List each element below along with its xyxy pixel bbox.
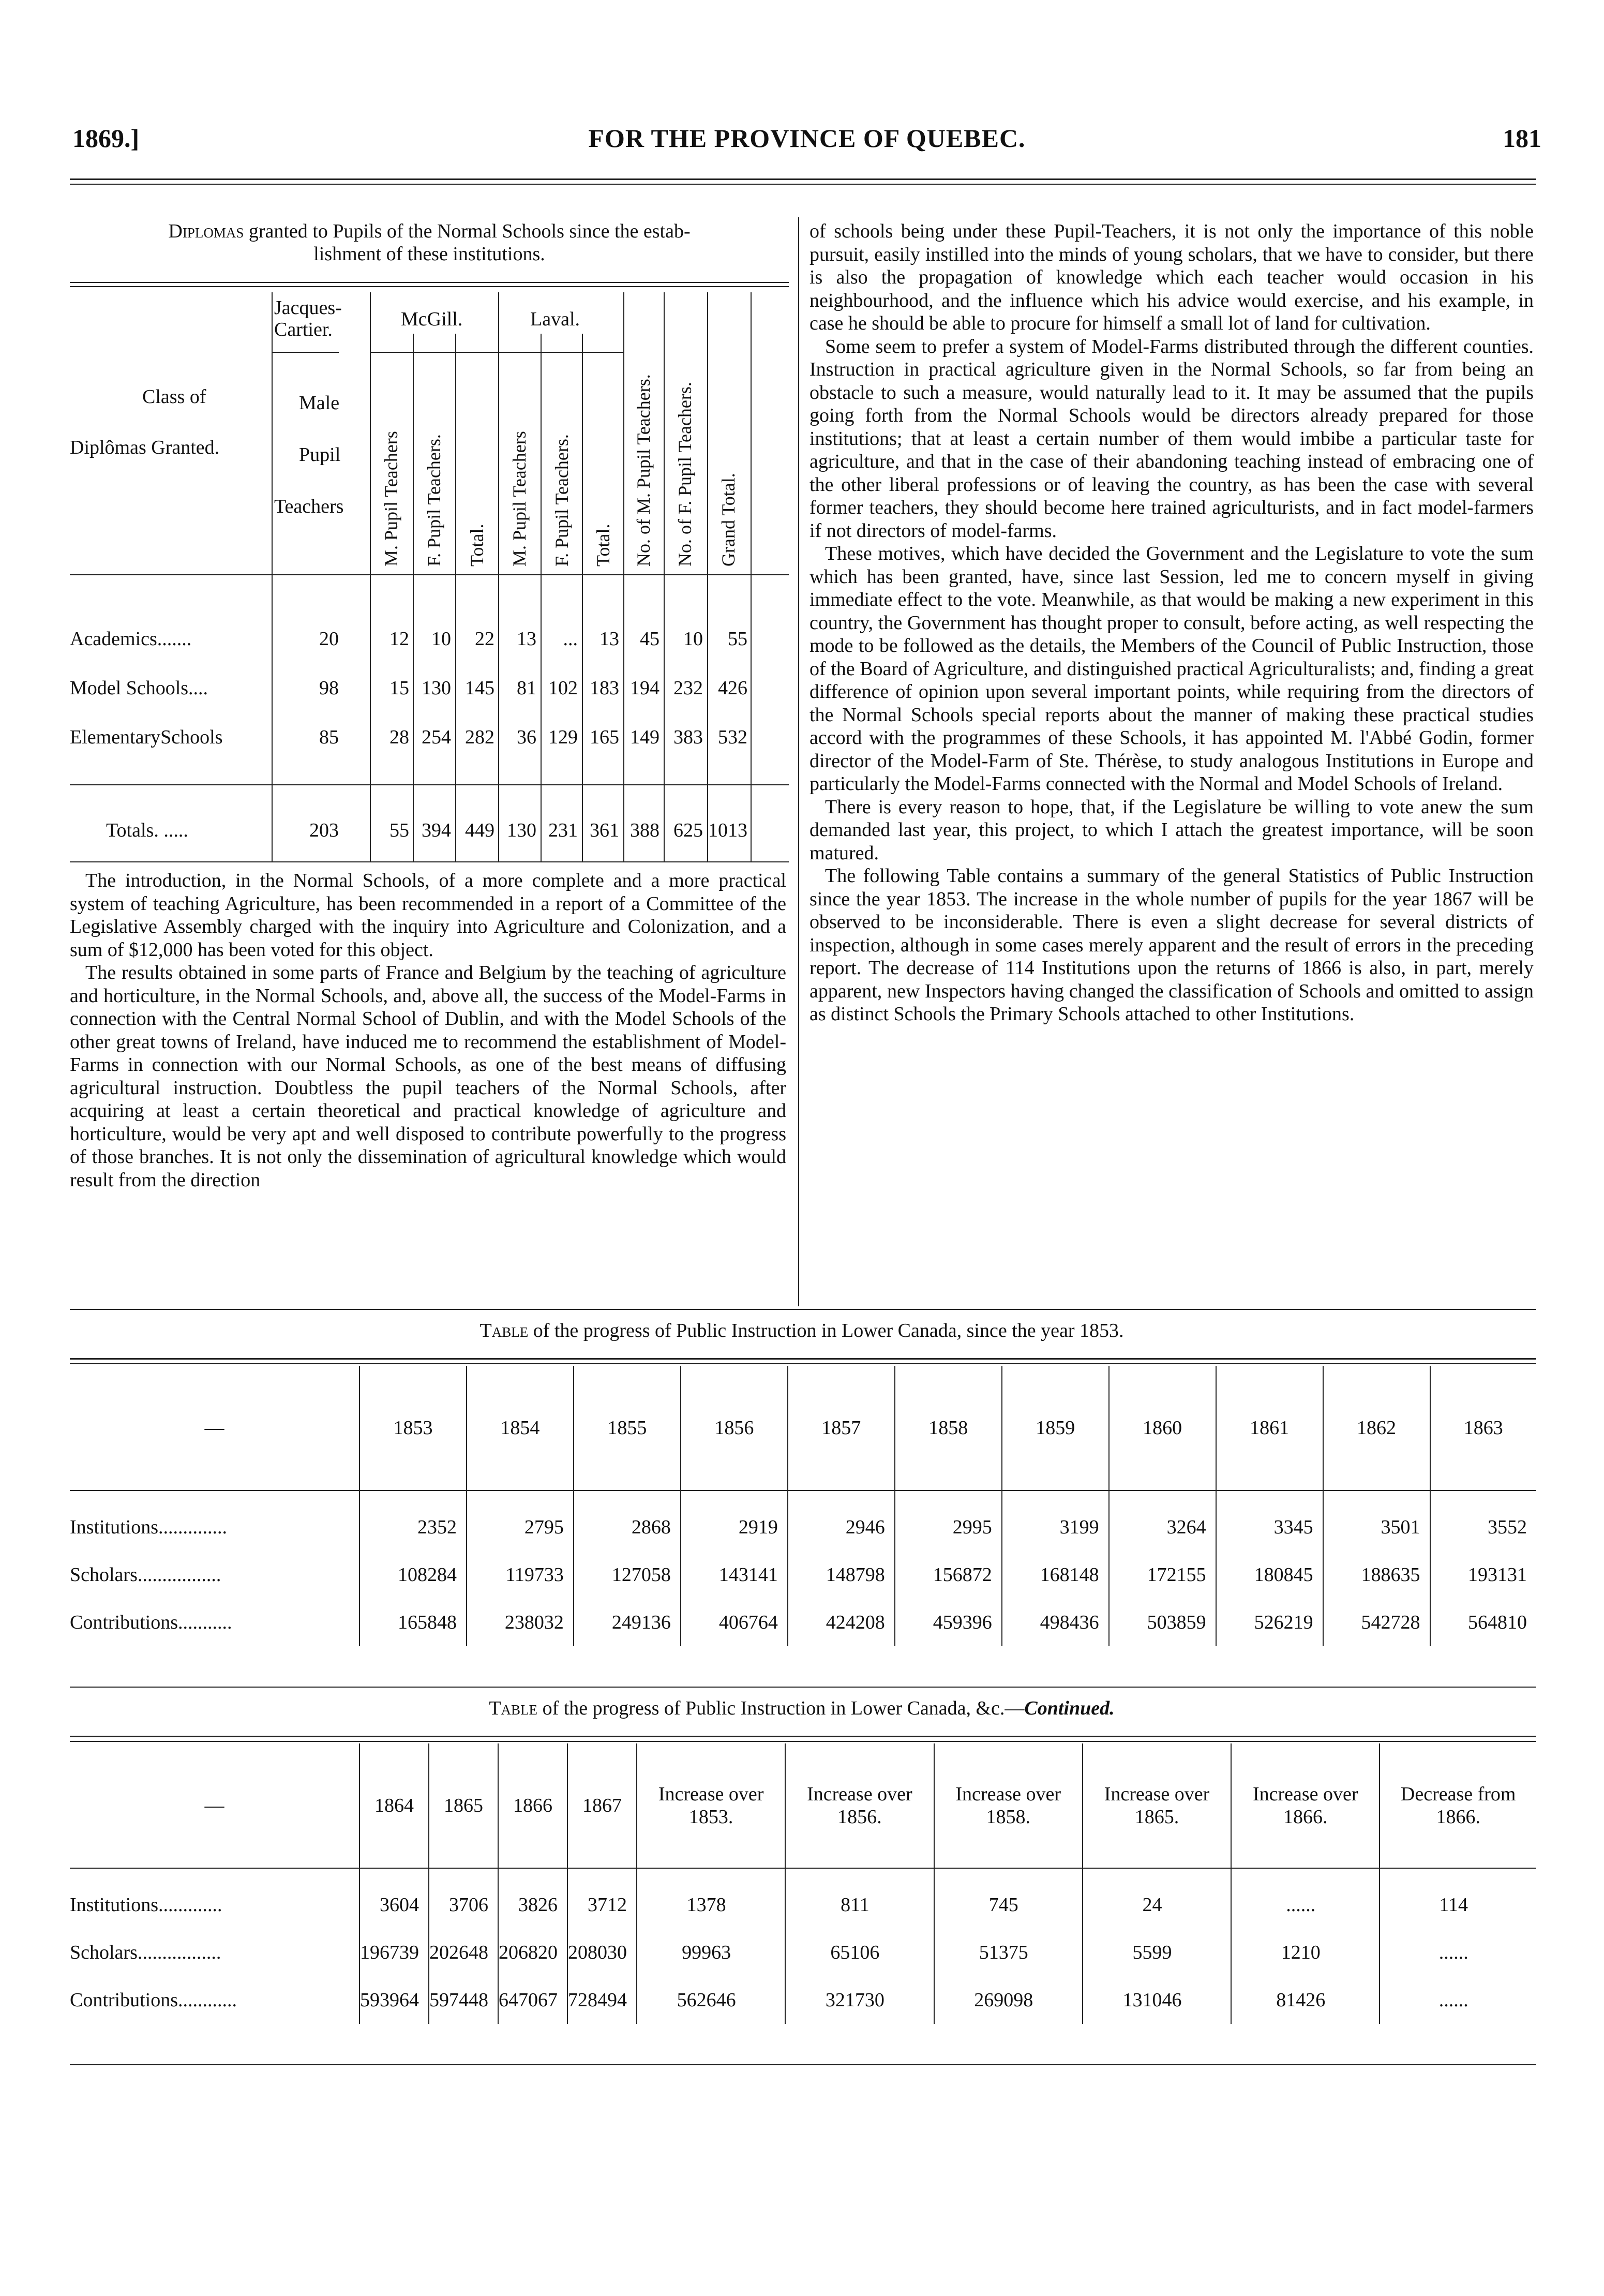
column-header: Increase over 1858. bbox=[934, 1743, 1083, 1868]
year-header: 1858 bbox=[895, 1366, 1002, 1490]
header-laval-m: M. Pupil Teachers bbox=[509, 431, 530, 566]
cell-value: 28 bbox=[389, 726, 409, 748]
cell-value: 3552 bbox=[1430, 1503, 1536, 1551]
header-no-m: No. of M. Pupil Teachers. bbox=[633, 374, 654, 566]
cell-value: 119733 bbox=[467, 1551, 574, 1599]
diplomas-top-rule bbox=[70, 282, 789, 283]
cell-value: 149 bbox=[630, 726, 659, 748]
table-separator bbox=[70, 1490, 1536, 1503]
year-header: 1855 bbox=[574, 1366, 681, 1490]
cell-value: 232 bbox=[673, 677, 703, 699]
cell-value: 131046 bbox=[1083, 1976, 1231, 2024]
cell-value: 728494 bbox=[567, 1976, 637, 2024]
cell-value: 2795 bbox=[467, 1503, 574, 1551]
cell-value: 55 bbox=[728, 628, 747, 650]
cell-value: 208030 bbox=[567, 1929, 637, 1976]
cell-value: 231 bbox=[548, 819, 578, 841]
cell-value: 193131 bbox=[1430, 1551, 1536, 1599]
cell-value: 449 bbox=[465, 819, 494, 841]
year-header: 1853 bbox=[359, 1366, 467, 1490]
cell-value: 143141 bbox=[681, 1551, 788, 1599]
header-year: 1869.] bbox=[72, 124, 140, 153]
cell-value: 383 bbox=[673, 726, 703, 748]
cell-value: 3345 bbox=[1216, 1503, 1323, 1551]
cell-value: 562646 bbox=[637, 1976, 785, 2024]
dip-vline bbox=[455, 334, 456, 861]
cell-value: 282 bbox=[465, 726, 494, 748]
cell-value: 2919 bbox=[681, 1503, 788, 1551]
header-mcgill-total: Total. bbox=[467, 524, 487, 566]
cell-value: 156872 bbox=[895, 1551, 1002, 1599]
table-separator bbox=[70, 1868, 1536, 1881]
dip-vline bbox=[498, 292, 499, 861]
cell-value: 647067 bbox=[498, 1976, 567, 2024]
header-dash bbox=[70, 1743, 359, 1868]
cell-value: 3199 bbox=[1002, 1503, 1109, 1551]
table-row bbox=[70, 1976, 1536, 2024]
column-header: Decrease from 1866. bbox=[1380, 1743, 1536, 1868]
table1-title-rest: of the progress of Public Instruction in Lower Canada, since the year 1853. bbox=[528, 1320, 1124, 1341]
year-header: 1860 bbox=[1109, 1366, 1216, 1490]
header-mcgill-m: M. Pupil Teachers bbox=[381, 431, 401, 566]
cell-value: 503859 bbox=[1109, 1599, 1216, 1646]
dip-vline bbox=[272, 292, 273, 861]
year-header: 1861 bbox=[1216, 1366, 1323, 1490]
header-jacques-cartier: Jacques- bbox=[274, 297, 342, 319]
table-header-row bbox=[70, 1366, 1536, 1490]
cell-value: 85 bbox=[319, 726, 339, 748]
row-label: Scholars................. bbox=[70, 1942, 221, 1963]
cell-value: 3501 bbox=[1323, 1503, 1430, 1551]
table-header-row bbox=[70, 1743, 1536, 1868]
dip-vline bbox=[707, 292, 708, 861]
running-header bbox=[72, 123, 1541, 159]
dip-vline bbox=[370, 292, 371, 861]
cell-value: ...... bbox=[1380, 1976, 1536, 2024]
table1-title-lead: Table bbox=[479, 1320, 529, 1341]
cell-value: 148798 bbox=[788, 1551, 895, 1599]
cell-value: 24 bbox=[1083, 1881, 1231, 1929]
table2-title-lead: Table bbox=[489, 1697, 538, 1719]
header-pupil: Pupil bbox=[299, 444, 341, 466]
header-laval: Laval. bbox=[530, 308, 580, 330]
year-header: 1854 bbox=[467, 1366, 574, 1490]
cell-value: 811 bbox=[785, 1881, 934, 1929]
diplomas-title-lead: Diplomas bbox=[168, 220, 244, 242]
cell-value: 542728 bbox=[1323, 1599, 1430, 1646]
cell-value: 98 bbox=[319, 677, 339, 699]
year-header: 1857 bbox=[788, 1366, 895, 1490]
cell-value: 321730 bbox=[785, 1976, 934, 2024]
cell-value: 498436 bbox=[1002, 1599, 1109, 1646]
header-mcgill-f: F. Pupil Teachers. bbox=[424, 434, 444, 566]
cell-value: 55 bbox=[389, 819, 409, 841]
row-label: Model Schools.... bbox=[70, 677, 208, 699]
cell-value: 1378 bbox=[637, 1881, 785, 1929]
paragraph: The introduction, in the Normal Schools, of a more complete and a more practical system of teaching Agriculture, has been recommended in a report of a Committee of the Legislative Assembly charged with the inquiry into Agriculture and Colonization, and a sum of $12,000 has been voted for this object. bbox=[70, 870, 786, 961]
cell-value: 426 bbox=[718, 677, 747, 699]
cell-value: 3712 bbox=[567, 1881, 637, 1929]
table1-rule-2 bbox=[70, 1363, 1536, 1364]
cell-value: 180845 bbox=[1216, 1551, 1323, 1599]
progress-table-1853-1863 bbox=[70, 1366, 1536, 1646]
row-label: Contributions............ bbox=[70, 1989, 237, 2011]
dip-hline bbox=[70, 574, 789, 575]
year-header: 1863 bbox=[1430, 1366, 1536, 1490]
table1-title bbox=[70, 1319, 1534, 1342]
cell-value: 114 bbox=[1380, 1881, 1536, 1929]
cell-value: 36 bbox=[517, 726, 536, 748]
cell-value: 22 bbox=[475, 628, 494, 650]
header-grand-total: Grand Total. bbox=[718, 473, 739, 566]
year-header: 1862 bbox=[1323, 1366, 1430, 1490]
cell-value: 3826 bbox=[498, 1881, 567, 1929]
cell-value: 172155 bbox=[1109, 1551, 1216, 1599]
dip-vline bbox=[541, 334, 542, 861]
cell-value: 5599 bbox=[1083, 1929, 1231, 1976]
header-teachers: Teachers bbox=[274, 496, 344, 517]
row-label-totals: Totals. ..... bbox=[106, 819, 188, 841]
cell-value: 81 bbox=[517, 677, 536, 699]
cell-value: ...... bbox=[1231, 1881, 1380, 1929]
cell-value: 194 bbox=[630, 677, 659, 699]
column-header: 1865 bbox=[429, 1743, 498, 1868]
paragraph: These motives, which have decided the Government and the Legislature to vote the sum which has been granted, have, since last Session, led me to concern myself in giving immediate effect to the vote. Meanwhile, as that would be making a new experiment in this country, the Government has thought proper to consult, before acting, as well respecting the mode to be followed as the details, the Members of the Council of Public Instruction, those of the Board of Agriculture, and distinguished practical Agriculturalists; and, finding a great difference of opinion upon several important points, while requiring from the directors of the Normal Schools special reports about the manner of making these practical studies accord with the programmes of these Schools, it has appointed M. l'Abbé Godin, former director of the Model-Farm of Ste. Thérèse, to study analogous Institutions in Europe and particularly the Model-Farms connected with the Normal and Model Schools of Ireland. bbox=[810, 543, 1534, 795]
header-title: FOR THE PROVINCE OF QUEBEC. bbox=[588, 124, 1026, 153]
row-label: Institutions.............. bbox=[70, 1516, 228, 1538]
cell-value: 206820 bbox=[498, 1929, 567, 1976]
table1-rule bbox=[70, 1358, 1536, 1360]
cell-value: 130 bbox=[507, 819, 536, 841]
cell-value: 3264 bbox=[1109, 1503, 1216, 1551]
table2-title bbox=[70, 1697, 1534, 1720]
dip-vline bbox=[623, 292, 624, 861]
header-rule bbox=[70, 178, 1536, 180]
header-laval-f: F. Pupil Teachers. bbox=[551, 434, 572, 566]
paragraph: Some seem to prefer a system of Model-Farms distributed through the different counties. Instruction in practical agriculture given in the Normal Schools, so far from being an obstacle to such a measure, would naturally lead to it. It may be assumed that the pupils going forth from the Normal Schools would be directors already prepared for those institutions; that at least a certain number of them would imbibe a particular taste for agriculture, and that in the case of their abandoning teaching instead of embracing one of the other liberal professions or of leaving the country, as has been the case with several former teachers, they should become here trained agriculturists, and in fact model-farmers if not directors of model-farms. bbox=[810, 335, 1534, 542]
table2-title-continued: Continued. bbox=[1024, 1697, 1115, 1719]
paragraph: There is every reason to hope, that, if the Legislature be willing to vote anew the sum demanded last year, this project, to which I attach the greatest importance, will be soon matured. bbox=[810, 796, 1534, 864]
cell-value: 188635 bbox=[1323, 1551, 1430, 1599]
diplomas-title bbox=[70, 220, 789, 265]
dip-vline bbox=[664, 292, 665, 861]
paragraph: The results obtained in some parts of France and Belgium by the teaching of agriculture and horticulture, in the Normal Schools, and, above all, the success of the Model-Farms in connection with the Central Normal School of Dublin, and with the Model Schools of the other great towns of Ireland, have induced me to recommend the establishment of Model-Farms in connection with our Normal Schools, as one of the best means of diffusing agricultural instruction. Doubtless the pupil teachers of the Normal Schools, after acquiring at least a certain theoretical and practical knowledge of agriculture and horticulture, would be very apt and well disposed to contribute powerfully to the progress of those branches. It is not only the dissemination of agricultural knowledge which would result from the direction bbox=[70, 962, 786, 1191]
diplomas-title-rest: granted to Pupils of the Normal Schools since the estab- bbox=[244, 220, 691, 242]
dip-vline bbox=[751, 292, 752, 861]
header-no-f: No. of F. Pupil Teachers. bbox=[674, 382, 695, 566]
table-row bbox=[70, 1881, 1536, 1929]
cell-value: 424208 bbox=[788, 1599, 895, 1646]
dash-text: — bbox=[204, 1795, 224, 1816]
cell-value: 183 bbox=[590, 677, 619, 699]
cell-value: 2946 bbox=[788, 1503, 895, 1551]
cell-value: 1210 bbox=[1231, 1929, 1380, 1976]
cell-value: 2352 bbox=[359, 1503, 467, 1551]
left-column-text bbox=[70, 869, 786, 1191]
cell-value: 108284 bbox=[359, 1551, 467, 1599]
cell-value: 130 bbox=[422, 677, 451, 699]
dip-hline bbox=[272, 352, 339, 353]
cell-value: 254 bbox=[422, 726, 451, 748]
table-row bbox=[70, 1503, 1536, 1551]
row-label: Contributions........... bbox=[70, 1612, 232, 1633]
cell-value: 361 bbox=[590, 819, 619, 841]
cell-value: 202648 bbox=[429, 1929, 498, 1976]
table-row bbox=[70, 1599, 1536, 1646]
cell-value: 168148 bbox=[1002, 1551, 1109, 1599]
table2-rule bbox=[70, 1736, 1536, 1737]
column-header: Increase over 1853. bbox=[637, 1743, 785, 1868]
dip-vline bbox=[582, 334, 583, 861]
cell-value: 15 bbox=[389, 677, 409, 699]
cell-value: 532 bbox=[718, 726, 747, 748]
header-rule-2 bbox=[70, 184, 1536, 185]
dip-hline bbox=[70, 861, 789, 862]
cell-value: 129 bbox=[548, 726, 578, 748]
cell-value: 20 bbox=[319, 628, 339, 650]
cell-value: 3604 bbox=[359, 1881, 429, 1929]
year-header: 1856 bbox=[681, 1366, 788, 1490]
cell-value: 388 bbox=[630, 819, 659, 841]
cell-value: 564810 bbox=[1430, 1599, 1536, 1646]
table2-title-rest: of the progress of Public Instruction in Lower Canada, &c.— bbox=[537, 1697, 1025, 1719]
cell-value: 406764 bbox=[681, 1599, 788, 1646]
cell-value: 1013 bbox=[708, 819, 747, 841]
cell-value: 2868 bbox=[574, 1503, 681, 1551]
cell-value: ...... bbox=[1380, 1929, 1536, 1976]
cell-value: 145 bbox=[465, 677, 494, 699]
cell-value: 593964 bbox=[359, 1976, 429, 2024]
column-header: Increase over 1856. bbox=[785, 1743, 934, 1868]
cell-value: 99963 bbox=[637, 1929, 785, 1976]
cell-value: 2995 bbox=[895, 1503, 1002, 1551]
table2-bottom-rule bbox=[70, 2064, 1536, 2065]
row-label: ElementarySchools bbox=[70, 726, 223, 748]
row-label: Institutions............. bbox=[70, 1894, 222, 1916]
cell-value: 10 bbox=[431, 628, 451, 650]
cell-value: 13 bbox=[517, 628, 536, 650]
diplomas-table bbox=[70, 292, 789, 861]
column-header: 1866 bbox=[498, 1743, 567, 1868]
year-header: 1859 bbox=[1002, 1366, 1109, 1490]
header-class-of: Class of bbox=[142, 386, 206, 408]
cell-value: 203 bbox=[309, 819, 339, 841]
cell-value: 597448 bbox=[429, 1976, 498, 2024]
cell-value: 459396 bbox=[895, 1599, 1002, 1646]
column-header: Increase over 1866. bbox=[1231, 1743, 1380, 1868]
cell-value: 394 bbox=[422, 819, 451, 841]
cell-value: ... bbox=[563, 628, 578, 650]
cell-value: 10 bbox=[683, 628, 703, 650]
cell-value: 238032 bbox=[467, 1599, 574, 1646]
header-dash bbox=[70, 1366, 359, 1490]
cell-value: 625 bbox=[673, 819, 703, 841]
row-label: Academics....... bbox=[70, 628, 192, 650]
cell-value: 196739 bbox=[359, 1929, 429, 1976]
cell-value: 13 bbox=[599, 628, 619, 650]
cell-value: 45 bbox=[640, 628, 659, 650]
column-divider bbox=[798, 217, 799, 1306]
table2-rule-2 bbox=[70, 1741, 1536, 1742]
dip-hline bbox=[370, 352, 623, 353]
paragraph: The following Table contains a summary of the general Statistics of Public Instruction since the year 1853. The increase in the whole number of pupils for the year 1867 will be observed to be inconsiderable. There is even a slight decrease for several districts of inspection, although in some cases merely apparent and the result of errors in the preceding report. The decrease of 114 Institutions upon the returns of 1866 is also, in part, merely apparent, new Inspectors having changed the classification of Schools and omitted to assign as distinct Schools the Primary Schools attached to other Institutions. bbox=[810, 865, 1534, 1025]
cell-value: 526219 bbox=[1216, 1599, 1323, 1646]
cell-value: 745 bbox=[934, 1881, 1083, 1929]
cell-value: 12 bbox=[389, 628, 409, 650]
cell-value: 3706 bbox=[429, 1881, 498, 1929]
cell-value: 102 bbox=[548, 677, 578, 699]
cell-value: 81426 bbox=[1231, 1976, 1380, 2024]
dip-vline bbox=[413, 334, 414, 861]
table-row bbox=[70, 1551, 1536, 1599]
cell-value: 65106 bbox=[785, 1929, 934, 1976]
column-header: 1864 bbox=[359, 1743, 429, 1868]
cell-value: 249136 bbox=[574, 1599, 681, 1646]
header-diplomas-granted: Diplômas Granted. bbox=[70, 437, 220, 458]
header-male: Male bbox=[299, 392, 340, 414]
dash-text: — bbox=[204, 1417, 224, 1439]
paragraph: of schools being under these Pupil-Teachers, it is not only the importance of this noble pursuit, easily instilled into the minds of young scholars, that we have to consider, but there is also the propagation of knowledge which each teacher would occasion in his neighbourhood, and the influence which his advice would exercise, and his example, in case he should be able to procure for himself a small lot of land for cultivation. bbox=[810, 220, 1534, 334]
cell-value: 51375 bbox=[934, 1929, 1083, 1976]
cell-value: 127058 bbox=[574, 1551, 681, 1599]
column-header: Increase over 1865. bbox=[1083, 1743, 1231, 1868]
diplomas-top-rule-2 bbox=[70, 286, 789, 287]
header-mcgill: McGill. bbox=[401, 308, 463, 330]
header-jacques-cartier-2: Cartier. bbox=[274, 319, 333, 340]
cell-value: 165848 bbox=[359, 1599, 467, 1646]
table1-bottom-rule bbox=[70, 1687, 1536, 1688]
cell-value: 269098 bbox=[934, 1976, 1083, 2024]
table1-top-rule bbox=[70, 1309, 1536, 1310]
row-label: Scholars................. bbox=[70, 1564, 221, 1586]
header-laval-total: Total. bbox=[593, 524, 613, 566]
dip-hline bbox=[70, 784, 789, 785]
right-column-text bbox=[810, 220, 1534, 1026]
table-row bbox=[70, 1929, 1536, 1976]
diplomas-title-line2: lishment of these institutions. bbox=[313, 243, 545, 265]
column-header: 1867 bbox=[567, 1743, 637, 1868]
progress-table-continued bbox=[70, 1743, 1536, 2024]
cell-value: 165 bbox=[590, 726, 619, 748]
page-number: 181 bbox=[1503, 124, 1541, 153]
